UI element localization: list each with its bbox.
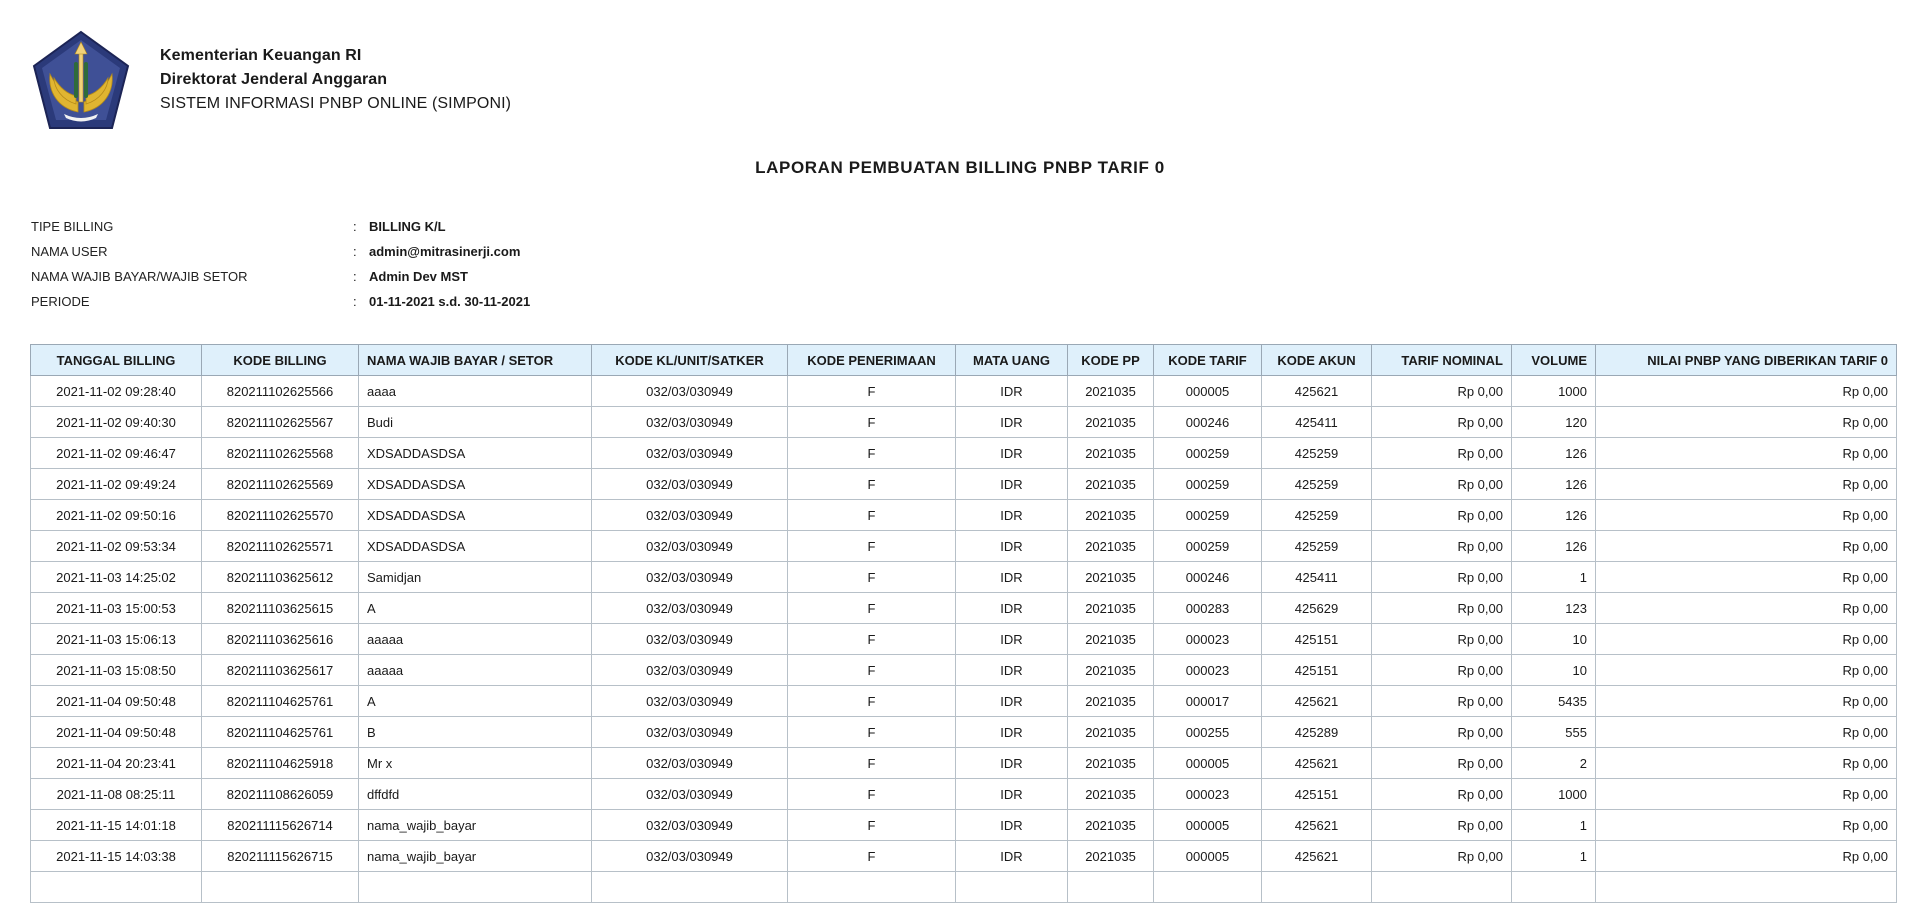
table-cell: Rp 0,00 [1596, 593, 1897, 624]
table-cell: 2021035 [1068, 717, 1154, 748]
table-cell: 032/03/030949 [592, 593, 788, 624]
table-cell: 2021-11-03 15:06:13 [31, 624, 202, 655]
table-row [31, 841, 1897, 872]
table-cell: 2021-11-03 14:25:02 [31, 562, 202, 593]
table-cell: Rp 0,00 [1596, 841, 1897, 872]
table-cell: 10 [1512, 624, 1596, 655]
table-cell: 2021035 [1068, 810, 1154, 841]
table-body [31, 376, 1897, 903]
table-cell: 000259 [1154, 438, 1262, 469]
table-cell: 032/03/030949 [592, 717, 788, 748]
table-cell [788, 872, 956, 903]
table-cell [1262, 872, 1372, 903]
table-cell: 2021035 [1068, 686, 1154, 717]
table-cell: F [788, 655, 956, 686]
column-header: NILAI PNBP YANG DIBERIKAN TARIF 0 [1596, 345, 1897, 376]
table-cell: 820211103625616 [202, 624, 359, 655]
table-cell: Rp 0,00 [1596, 562, 1897, 593]
table-cell: 2021-11-02 09:28:40 [31, 376, 202, 407]
table-cell: Rp 0,00 [1372, 438, 1512, 469]
table-cell: 000259 [1154, 469, 1262, 500]
table-cell: Samidjan [359, 562, 592, 593]
table-cell: 000283 [1154, 593, 1262, 624]
table-cell: F [788, 624, 956, 655]
table-cell: 000005 [1154, 841, 1262, 872]
table-cell: IDR [956, 779, 1068, 810]
table-cell: 2021-11-15 14:03:38 [31, 841, 202, 872]
table-cell: 820211102625566 [202, 376, 359, 407]
table-cell: 032/03/030949 [592, 810, 788, 841]
table-cell: 820211103625617 [202, 655, 359, 686]
table-cell: IDR [956, 841, 1068, 872]
table-cell: Rp 0,00 [1596, 717, 1897, 748]
column-header: KODE PP [1068, 345, 1154, 376]
table-cell: 032/03/030949 [592, 438, 788, 469]
table-cell: 425259 [1262, 469, 1372, 500]
table-cell: 1000 [1512, 779, 1596, 810]
table-row [31, 872, 1897, 903]
table-cell: Rp 0,00 [1372, 717, 1512, 748]
table-row [31, 655, 1897, 686]
column-header: KODE PENERIMAAN [788, 345, 956, 376]
table-cell: IDR [956, 748, 1068, 779]
table-cell: 2021035 [1068, 500, 1154, 531]
table-cell: 2021035 [1068, 531, 1154, 562]
table-cell: F [788, 469, 956, 500]
meta-value: Admin Dev MST [369, 269, 468, 284]
meta-label: TIPE BILLING [31, 219, 114, 234]
table-cell: XDSADDASDSA [359, 469, 592, 500]
table-cell: Rp 0,00 [1596, 655, 1897, 686]
table-cell: 820211102625570 [202, 500, 359, 531]
table-cell: 820211115626715 [202, 841, 359, 872]
table-cell: Rp 0,00 [1596, 810, 1897, 841]
table-cell: dffdfd [359, 779, 592, 810]
table-cell: 425621 [1262, 810, 1372, 841]
table-cell: 820211108626059 [202, 779, 359, 810]
table-row [31, 407, 1897, 438]
table-cell: Rp 0,00 [1596, 531, 1897, 562]
table-cell [1512, 872, 1596, 903]
table-cell: 555 [1512, 717, 1596, 748]
table-cell: 000023 [1154, 779, 1262, 810]
table-row [31, 717, 1897, 748]
table-cell: 425621 [1262, 686, 1372, 717]
table-cell: 425151 [1262, 624, 1372, 655]
table-cell: 2021035 [1068, 779, 1154, 810]
table-row [31, 500, 1897, 531]
column-header: MATA UANG [956, 345, 1068, 376]
table-cell: aaaa [359, 376, 592, 407]
table-cell: 2 [1512, 748, 1596, 779]
table-cell [1068, 872, 1154, 903]
table-cell: 032/03/030949 [592, 779, 788, 810]
meta-label: NAMA WAJIB BAYAR/WAJIB SETOR [31, 269, 248, 284]
table-cell: Rp 0,00 [1596, 500, 1897, 531]
table-cell: 000259 [1154, 500, 1262, 531]
table-cell: Rp 0,00 [1372, 686, 1512, 717]
table-cell: IDR [956, 531, 1068, 562]
table-cell: Rp 0,00 [1372, 655, 1512, 686]
table-cell: F [788, 562, 956, 593]
table-cell: 2021-11-03 15:08:50 [31, 655, 202, 686]
table-row [31, 562, 1897, 593]
column-header: NAMA WAJIB BAYAR / SETOR [359, 345, 592, 376]
table-cell: 000246 [1154, 407, 1262, 438]
table-cell: XDSADDASDSA [359, 500, 592, 531]
column-header: KODE AKUN [1262, 345, 1372, 376]
table-cell [1596, 872, 1897, 903]
table-cell: 820211102625571 [202, 531, 359, 562]
table-cell: Rp 0,00 [1372, 500, 1512, 531]
table-cell: Rp 0,00 [1596, 407, 1897, 438]
table-cell: 032/03/030949 [592, 376, 788, 407]
table-cell: 1000 [1512, 376, 1596, 407]
table-cell: F [788, 531, 956, 562]
table-cell: 425621 [1262, 748, 1372, 779]
table-cell: 032/03/030949 [592, 655, 788, 686]
column-header: TANGGAL BILLING [31, 345, 202, 376]
table-cell: 2021-11-08 08:25:11 [31, 779, 202, 810]
table-cell: 2021035 [1068, 624, 1154, 655]
table-cell: 126 [1512, 469, 1596, 500]
table-cell: F [788, 407, 956, 438]
table-cell: XDSADDASDSA [359, 438, 592, 469]
table-cell: 820211115626714 [202, 810, 359, 841]
table-cell: 032/03/030949 [592, 407, 788, 438]
table-cell: 1 [1512, 562, 1596, 593]
table-cell: nama_wajib_bayar [359, 810, 592, 841]
table-cell: nama_wajib_bayar [359, 841, 592, 872]
table-cell [202, 872, 359, 903]
table-cell: 425411 [1262, 562, 1372, 593]
table-cell: 000023 [1154, 655, 1262, 686]
meta-value: 01-11-2021 s.d. 30-11-2021 [369, 294, 531, 309]
table-cell: 2021035 [1068, 655, 1154, 686]
table-cell: IDR [956, 624, 1068, 655]
table-cell: IDR [956, 810, 1068, 841]
table-cell: IDR [956, 686, 1068, 717]
table-cell: IDR [956, 593, 1068, 624]
billing-table [30, 344, 1897, 903]
table-cell: 2021-11-03 15:00:53 [31, 593, 202, 624]
table-cell: 820211104625761 [202, 717, 359, 748]
table-cell: 2021-11-04 09:50:48 [31, 686, 202, 717]
table-row [31, 624, 1897, 655]
table-cell: 820211104625761 [202, 686, 359, 717]
table-cell: 5435 [1512, 686, 1596, 717]
table-cell: Rp 0,00 [1596, 748, 1897, 779]
table-cell: 2021035 [1068, 562, 1154, 593]
table-cell: Rp 0,00 [1372, 376, 1512, 407]
column-header: KODE KL/UNIT/SATKER [592, 345, 788, 376]
meta-colon: : [353, 294, 357, 309]
table-cell: 2021-11-02 09:49:24 [31, 469, 202, 500]
meta-colon: : [353, 219, 357, 234]
table-cell [359, 872, 592, 903]
table-cell: 820211103625612 [202, 562, 359, 593]
table-cell: 032/03/030949 [592, 531, 788, 562]
table-row [31, 593, 1897, 624]
column-header: KODE BILLING [202, 345, 359, 376]
table-cell: Rp 0,00 [1372, 469, 1512, 500]
table-cell: 032/03/030949 [592, 748, 788, 779]
table-cell: 000255 [1154, 717, 1262, 748]
table-row [31, 686, 1897, 717]
meta-value: BILLING K/L [369, 219, 446, 234]
table-cell: 425259 [1262, 438, 1372, 469]
table-cell: IDR [956, 407, 1068, 438]
table-cell: 2021035 [1068, 593, 1154, 624]
table-cell: Rp 0,00 [1596, 779, 1897, 810]
table-cell: IDR [956, 562, 1068, 593]
table-cell: 425259 [1262, 531, 1372, 562]
table-cell [1154, 872, 1262, 903]
table-cell: B [359, 717, 592, 748]
table-row [31, 376, 1897, 407]
table-cell: IDR [956, 655, 1068, 686]
table-cell: F [788, 686, 956, 717]
table-cell [592, 872, 788, 903]
table-cell: 2021-11-04 20:23:41 [31, 748, 202, 779]
table-cell: 425621 [1262, 841, 1372, 872]
table-cell: 000246 [1154, 562, 1262, 593]
table-cell: F [788, 593, 956, 624]
report-title: LAPORAN PEMBUATAN BILLING PNBP TARIF 0 [755, 158, 1165, 177]
table-cell: 425289 [1262, 717, 1372, 748]
table-cell: Mr x [359, 748, 592, 779]
table-cell: 2021-11-02 09:53:34 [31, 531, 202, 562]
table-cell: 425629 [1262, 593, 1372, 624]
table-row [31, 531, 1897, 562]
meta-label: NAMA USER [31, 244, 108, 259]
table-cell: Rp 0,00 [1372, 624, 1512, 655]
table-cell: 425151 [1262, 655, 1372, 686]
table-cell: 032/03/030949 [592, 686, 788, 717]
table-cell: A [359, 593, 592, 624]
org-ministry: Kementerian Keuangan RI [160, 47, 362, 64]
table-cell [31, 872, 202, 903]
table-cell: F [788, 500, 956, 531]
table-cell: 126 [1512, 438, 1596, 469]
table-cell: 425259 [1262, 500, 1372, 531]
table-row [31, 748, 1897, 779]
table-row [31, 438, 1897, 469]
table-cell: IDR [956, 438, 1068, 469]
table-cell: Rp 0,00 [1596, 376, 1897, 407]
table-cell: 820211103625615 [202, 593, 359, 624]
table-cell: F [788, 841, 956, 872]
meta-colon: : [353, 269, 357, 284]
table-cell: XDSADDASDSA [359, 531, 592, 562]
table-cell: 126 [1512, 500, 1596, 531]
table-cell: aaaaa [359, 624, 592, 655]
table-cell: 032/03/030949 [592, 469, 788, 500]
table-row [31, 469, 1897, 500]
table-cell: Rp 0,00 [1596, 469, 1897, 500]
table-cell: Rp 0,00 [1596, 624, 1897, 655]
kemenkeu-emblem-icon [30, 30, 132, 130]
table-cell: Rp 0,00 [1372, 531, 1512, 562]
org-directorate: Direktorat Jenderal Anggaran [160, 71, 388, 88]
table-cell: 820211104625918 [202, 748, 359, 779]
table-cell: F [788, 779, 956, 810]
table-cell: IDR [956, 717, 1068, 748]
table-cell: 000259 [1154, 531, 1262, 562]
table-cell: 000005 [1154, 748, 1262, 779]
table-cell: 032/03/030949 [592, 624, 788, 655]
table-cell: 1 [1512, 810, 1596, 841]
column-header: VOLUME [1512, 345, 1596, 376]
table-cell: Rp 0,00 [1372, 593, 1512, 624]
table-cell: 000017 [1154, 686, 1262, 717]
table-cell: F [788, 748, 956, 779]
meta-value: admin@mitrasinerji.com [369, 244, 521, 259]
table-cell: 2021-11-15 14:01:18 [31, 810, 202, 841]
table-cell: 032/03/030949 [592, 500, 788, 531]
table-cell: 2021-11-02 09:46:47 [31, 438, 202, 469]
table-cell: 820211102625568 [202, 438, 359, 469]
table-cell: 2021035 [1068, 748, 1154, 779]
table-row [31, 810, 1897, 841]
table-cell: IDR [956, 469, 1068, 500]
column-header: KODE TARIF [1154, 345, 1262, 376]
table-cell [1372, 872, 1512, 903]
table-header-row [31, 345, 1897, 376]
table-cell: Rp 0,00 [1372, 779, 1512, 810]
table-cell: 126 [1512, 531, 1596, 562]
table-cell: 2021-11-02 09:50:16 [31, 500, 202, 531]
table-cell: Rp 0,00 [1372, 407, 1512, 438]
table-row [31, 779, 1897, 810]
table-cell: 425621 [1262, 376, 1372, 407]
table-cell [956, 872, 1068, 903]
table-cell: IDR [956, 376, 1068, 407]
meta-colon: : [353, 244, 357, 259]
table-cell: 032/03/030949 [592, 562, 788, 593]
table-cell: Rp 0,00 [1372, 810, 1512, 841]
table-cell: 820211102625567 [202, 407, 359, 438]
table-cell: 2021035 [1068, 376, 1154, 407]
table-cell: Budi [359, 407, 592, 438]
table-cell: Rp 0,00 [1596, 686, 1897, 717]
billing-table-container [30, 344, 1896, 903]
table-cell: Rp 0,00 [1372, 748, 1512, 779]
table-cell: IDR [956, 500, 1068, 531]
organization-block [160, 44, 760, 116]
org-system: SISTEM INFORMASI PNBP ONLINE (SIMPONI) [160, 95, 512, 112]
table-cell: 1 [1512, 841, 1596, 872]
table-cell: F [788, 810, 956, 841]
table-cell: 032/03/030949 [592, 841, 788, 872]
table-cell: aaaaa [359, 655, 592, 686]
table-cell: Rp 0,00 [1372, 562, 1512, 593]
table-cell: 10 [1512, 655, 1596, 686]
table-cell: 2021035 [1068, 469, 1154, 500]
table-cell: F [788, 717, 956, 748]
table-cell: 2021-11-02 09:40:30 [31, 407, 202, 438]
table-cell: 123 [1512, 593, 1596, 624]
meta-label: PERIODE [31, 294, 90, 309]
table-cell: 000005 [1154, 810, 1262, 841]
table-cell: A [359, 686, 592, 717]
column-header: TARIF NOMINAL [1372, 345, 1512, 376]
table-cell: 2021035 [1068, 407, 1154, 438]
table-cell: 000005 [1154, 376, 1262, 407]
table-cell: Rp 0,00 [1372, 841, 1512, 872]
table-cell: 2021-11-04 09:50:48 [31, 717, 202, 748]
table-cell: 2021035 [1068, 841, 1154, 872]
table-cell: 000023 [1154, 624, 1262, 655]
table-cell: 2021035 [1068, 438, 1154, 469]
table-cell: 120 [1512, 407, 1596, 438]
table-cell: 425411 [1262, 407, 1372, 438]
table-cell: F [788, 376, 956, 407]
table-cell: 820211102625569 [202, 469, 359, 500]
table-cell: F [788, 438, 956, 469]
table-cell: 425151 [1262, 779, 1372, 810]
table-cell: Rp 0,00 [1596, 438, 1897, 469]
